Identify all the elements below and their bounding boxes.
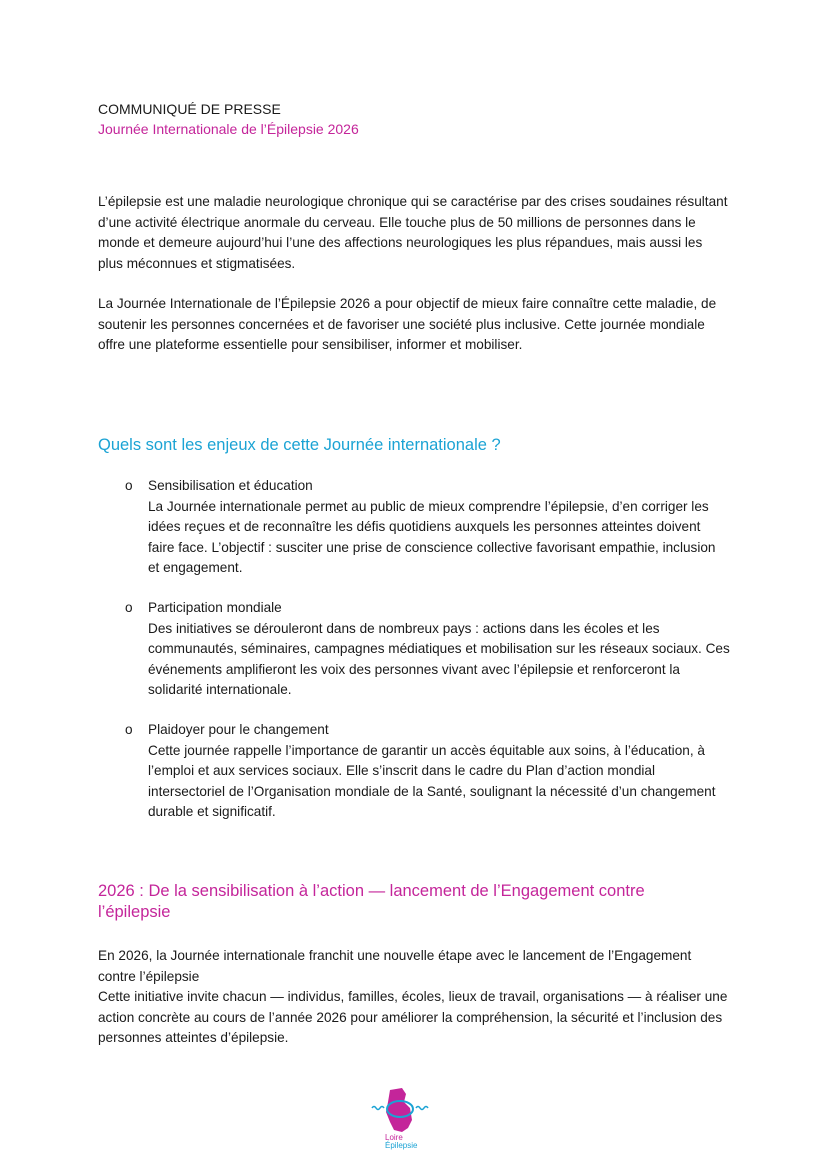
section-heading-enjeux: Quels sont les enjeux de cette Journée internationale ? [98, 436, 501, 454]
section2-line-2: Cette initiative invite chacun — individus, familles, écoles, lieux de travail, organisations — à réaliser une action concrète au cours de l’année 2026 pour améliorer la compréhension, la sécurité et l’inclusion des personnes atteintes d’épilepsie. [98, 989, 728, 1045]
bullet-marker: o [125, 478, 133, 493]
list-item [125, 476, 730, 579]
bullet-marker: o [125, 600, 133, 615]
list-item-text: Des initiatives se dérouleront dans de nombreux pays : actions dans les écoles et les communautés, séminaires, campagnes médiatiques et mobilisation sur les réseaux sociaux. Ces événements amplifieront les voix des personnes vivant avec l’épilepsie et renforceront la solidarité internationale. [148, 620, 730, 697]
list-item-title: Plaidoyer pour le changement [148, 722, 329, 737]
list-item [125, 720, 730, 823]
logo-line-1: Loire [385, 1133, 403, 1142]
intro-paragraph-2: La Journée Internationale de l’Épilepsie 2026 a pour objectif de mieux faire connaître cette maladie, de soutenir les personnes concernées et de favoriser une société plus inclusive. Cette journée mondiale offre une plateforme essentielle pour sensibiliser, informer et mobiliser. [98, 296, 717, 352]
document-title: Journée Internationale de l’Épilepsie 2026 [98, 121, 359, 137]
logo-line-2: Épilepsie [385, 1141, 418, 1150]
list-item-text: Cette journée rappelle l’importance de garantir un accès équitable aux soins, à l’éducation, à l’emploi et aux services sociaux. Elle s’inscrit dans le cadre du Plan d’action mondial intersectoriel de l’Organisation mondiale de la Santé, soulignant la nécessité d’un changement durable et significatif. [148, 742, 716, 819]
list-item-title: Participation mondiale [148, 600, 282, 615]
section2-line-1: En 2026, la Journée internationale franchit une nouvelle étape avec le lancement de l’Engagement contre l’épilepsie [98, 948, 692, 984]
intro-paragraph-1: L’épilepsie est une maladie neurologique chronique qui se caractérise par des crises soudaines résultant d’une activité électrique anormale du cerveau. Elle touche plus de 50 millions de personnes dans le monde et demeure aujourd’hui l’une des affections neurologiques les plus répandues, mais aussi les plus méconnues et stigmatisées. [98, 194, 728, 271]
list-item-title: Sensibilisation et éducation [148, 478, 313, 493]
section-heading-2026: 2026 : De la sensibilisation à l’action — lancement de l’Engagement contre l’épilepsie [98, 882, 645, 921]
list-item-text: La Journée internationale permet au public de mieux comprendre l’épilepsie, d’en corriger les idées reçues et de reconnaître les défis quotidiens auxquels les personnes atteintes doivent faire face. L’objectif : susciter une prise de conscience collective favorisant empathie, inclusion et engagement. [148, 498, 716, 575]
bullet-marker: o [125, 722, 133, 737]
press-release-label: COMMUNIQUÉ DE PRESSE [98, 101, 281, 117]
logo-text [385, 1134, 417, 1150]
list-item [125, 598, 730, 701]
